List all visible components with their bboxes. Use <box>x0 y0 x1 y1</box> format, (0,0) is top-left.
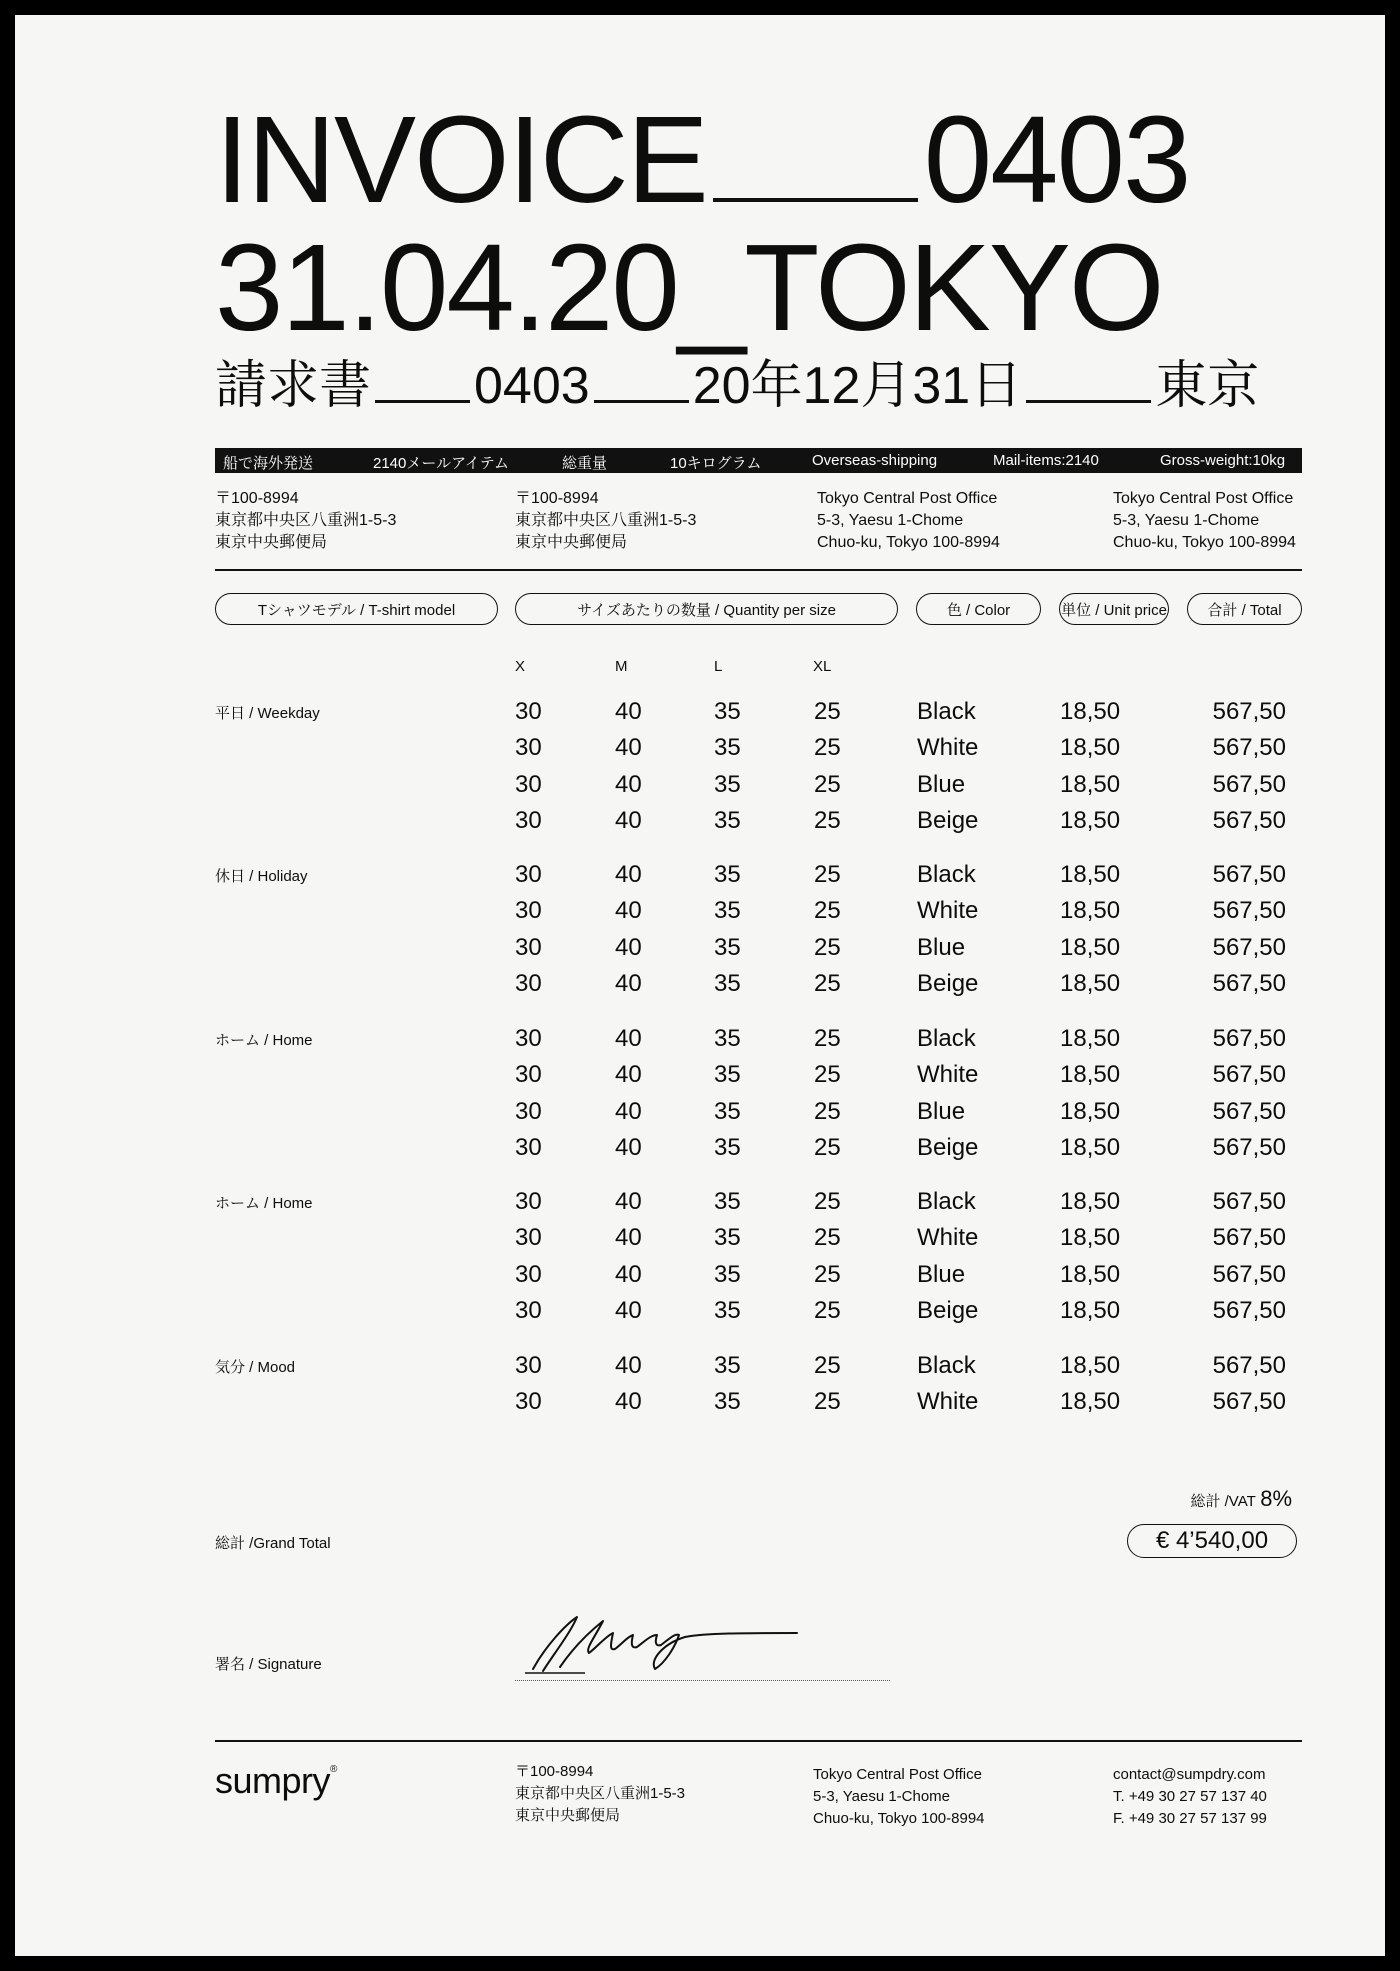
color-cell: White <box>917 897 979 925</box>
row-total-cell: 567,50 <box>1212 969 1286 997</box>
qty-xl: 25 <box>814 1061 841 1089</box>
column-header-total: 合計 / Total <box>1187 593 1302 625</box>
qty-xl: 25 <box>814 1296 841 1324</box>
row-total-cell: 567,50 <box>1212 770 1286 798</box>
invoice-title-line2: 31.04.20_TOKYO <box>215 220 1163 357</box>
jp-underscore <box>375 400 470 403</box>
footer-en-address <box>813 1764 985 1830</box>
unit-price-cell: 18,50 <box>1060 1097 1121 1125</box>
color-cell: Blue <box>917 770 966 798</box>
qty-m: 40 <box>615 861 642 888</box>
jp-underscore <box>594 400 689 403</box>
color-cell: Black <box>917 861 976 888</box>
address-line: 東京中央郵便局 <box>215 534 328 551</box>
jp-underscore <box>1026 400 1151 403</box>
group-label: ホーム / Home <box>215 1195 313 1212</box>
unit-price-cell: 18,50 <box>1060 933 1121 961</box>
qty-m: 40 <box>615 897 642 925</box>
color-cell: Blue <box>917 1260 966 1288</box>
registered-mark: ® <box>330 1764 337 1775</box>
row-total-cell: 567,50 <box>1212 1352 1286 1379</box>
qty-l: 35 <box>714 1352 741 1379</box>
qty-m: 40 <box>615 1388 642 1416</box>
qty-l: 35 <box>714 1296 741 1324</box>
bar-item: 10キログラム <box>670 455 762 472</box>
unit-price-cell: 18,50 <box>1060 1352 1121 1379</box>
color-cell: Beige <box>917 969 979 997</box>
unit-price-cell: 18,50 <box>1060 734 1121 762</box>
qty-m: 40 <box>615 1188 642 1215</box>
qty-xl: 25 <box>814 933 841 961</box>
size-header-m: M <box>615 658 628 675</box>
qty-l: 35 <box>714 969 741 997</box>
color-cell: Beige <box>917 806 979 834</box>
footer-jp-address <box>515 1761 685 1827</box>
invoice-number: 0403 <box>923 92 1190 229</box>
address-block <box>1113 488 1296 554</box>
unit-price-cell: 18,50 <box>1060 806 1121 834</box>
qty-xl: 25 <box>814 1388 841 1416</box>
address-line: 東京中央郵便局 <box>515 1807 621 1824</box>
bar-item: 総重量 <box>562 455 608 472</box>
group-label: 平日 / Weekday <box>215 705 320 722</box>
qty-l: 35 <box>714 1260 741 1288</box>
brand-logo <box>215 1760 337 1802</box>
address-block <box>817 488 1000 554</box>
qty-x: 30 <box>515 770 542 798</box>
qty-m: 40 <box>615 734 642 762</box>
qty-xl: 25 <box>814 734 841 762</box>
row-total-cell: 567,50 <box>1212 1133 1286 1161</box>
address-line: 5-3, Yaesu 1-Chome <box>1113 512 1260 529</box>
unit-price-cell: 18,50 <box>1060 1296 1121 1324</box>
invoice-label: INVOICE <box>215 92 707 229</box>
qty-l: 35 <box>714 806 741 834</box>
address-line: Chuo-ku, Tokyo 100-8994 <box>813 1810 985 1827</box>
address-line: 〒100-8994 <box>215 490 299 507</box>
qty-xl: 25 <box>814 1352 841 1379</box>
invoice-page <box>15 15 1385 1956</box>
address-line: Chuo-ku, Tokyo 100-8994 <box>1113 534 1296 551</box>
column-header-unit-price: 単位 / Unit price <box>1059 593 1169 625</box>
color-cell: Blue <box>917 933 966 961</box>
qty-x: 30 <box>515 933 542 961</box>
contact-fax: F. +49 30 27 57 137 99 <box>1113 1810 1267 1827</box>
qty-xl: 25 <box>814 1260 841 1288</box>
row-total-cell: 567,50 <box>1212 806 1286 834</box>
qty-x: 30 <box>515 806 542 834</box>
unit-price-cell: 18,50 <box>1060 698 1121 725</box>
qty-xl: 25 <box>814 698 841 725</box>
qty-m: 40 <box>615 1061 642 1089</box>
vat-line <box>1190 1486 1292 1512</box>
contact-phone: T. +49 30 27 57 137 40 <box>1113 1788 1267 1805</box>
column-header-quantity: サイズあたりの数量 / Quantity per size <box>515 593 898 625</box>
qty-xl: 25 <box>814 897 841 925</box>
qty-m: 40 <box>615 1097 642 1125</box>
bar-item: 2140メールアイテム <box>373 455 509 472</box>
address-line: 東京都中央区八重洲1-5-3 <box>215 512 397 529</box>
qty-xl: 25 <box>814 969 841 997</box>
qty-x: 30 <box>515 861 542 888</box>
qty-m: 40 <box>615 933 642 961</box>
qty-l: 35 <box>714 1224 741 1252</box>
invoice-title-line1 <box>215 92 1190 229</box>
row-total-cell: 567,50 <box>1212 1296 1286 1324</box>
color-cell: Beige <box>917 1133 979 1161</box>
qty-x: 30 <box>515 734 542 762</box>
signature-line <box>515 1680 890 1681</box>
address-line: 〒100-8994 <box>515 1763 594 1780</box>
address-line: 東京中央郵便局 <box>515 534 628 551</box>
qty-xl: 25 <box>814 861 841 888</box>
vat-label: 総計 /VAT <box>1190 1493 1256 1510</box>
row-total-cell: 567,50 <box>1212 1188 1286 1215</box>
row-total-cell: 567,50 <box>1212 1097 1286 1125</box>
row-total-cell: 567,50 <box>1212 698 1286 725</box>
qty-m: 40 <box>615 1025 642 1052</box>
qty-x: 30 <box>515 1188 542 1215</box>
group-label: 気分 / Mood <box>215 1359 296 1376</box>
qty-l: 35 <box>714 1188 741 1215</box>
color-cell: Black <box>917 698 976 725</box>
row-total-cell: 567,50 <box>1212 861 1286 888</box>
color-cell: White <box>917 1061 979 1089</box>
bar-item: 船で海外発送 <box>223 455 314 472</box>
signature-scribble <box>515 1607 815 1682</box>
qty-l: 35 <box>714 1097 741 1125</box>
qty-m: 40 <box>615 770 642 798</box>
address-line: 東京都中央区八重洲1-5-3 <box>515 1785 686 1802</box>
qty-x: 30 <box>515 698 542 725</box>
unit-price-cell: 18,50 <box>1060 897 1121 925</box>
color-cell: White <box>917 734 979 762</box>
contact-email[interactable]: contact@sumpdry.com <box>1113 1766 1266 1783</box>
unit-price-cell: 18,50 <box>1060 1224 1121 1252</box>
color-cell: Blue <box>917 1097 966 1125</box>
footer-contact <box>1113 1764 1267 1830</box>
vat-value: 8% <box>1260 1486 1292 1511</box>
qty-m: 40 <box>615 1296 642 1324</box>
qty-l: 35 <box>714 734 741 762</box>
qty-l: 35 <box>714 770 741 798</box>
jp-invoice-label: 請求書 <box>215 357 372 415</box>
unit-price-cell: 18,50 <box>1060 969 1121 997</box>
brand-name: sumpry <box>215 1760 331 1801</box>
color-cell: Black <box>917 1352 976 1379</box>
qty-x: 30 <box>515 1296 542 1324</box>
bar-item: Gross-weight:10kg <box>1160 452 1286 469</box>
row-total-cell: 567,50 <box>1212 1260 1286 1288</box>
qty-l: 35 <box>714 1133 741 1161</box>
row-total-cell: 567,50 <box>1212 1224 1286 1252</box>
column-header-model: Tシャツモデル / T-shirt model <box>215 593 498 625</box>
unit-price-cell: 18,50 <box>1060 1133 1121 1161</box>
title-underscore <box>713 198 918 202</box>
qty-xl: 25 <box>814 1224 841 1252</box>
color-cell: White <box>917 1388 979 1416</box>
qty-l: 35 <box>714 1061 741 1089</box>
footer-divider <box>215 1740 1302 1742</box>
qty-x: 30 <box>515 1097 542 1125</box>
qty-l: 35 <box>714 897 741 925</box>
grand-total-label: 総計 /Grand Total <box>215 1535 331 1552</box>
row-total-cell: 567,50 <box>1212 1388 1286 1416</box>
qty-xl: 25 <box>814 1133 841 1161</box>
bar-item: Mail-items:2140 <box>993 452 1099 469</box>
unit-price-cell: 18,50 <box>1060 861 1121 888</box>
group-label: 休日 / Holiday <box>215 868 308 885</box>
qty-l: 35 <box>714 933 741 961</box>
column-header-color: 色 / Color <box>916 593 1041 625</box>
qty-l: 35 <box>714 1388 741 1416</box>
jp-date: 20年12月31日 <box>692 357 1023 415</box>
qty-x: 30 <box>515 1025 542 1052</box>
qty-x: 30 <box>515 1061 542 1089</box>
address-line: 〒100-8994 <box>515 490 599 507</box>
address-line: 5-3, Yaesu 1-Chome <box>817 512 964 529</box>
address-line: Tokyo Central Post Office <box>817 490 998 507</box>
jp-title-line <box>215 357 1260 415</box>
qty-m: 40 <box>615 1352 642 1379</box>
qty-x: 30 <box>515 1388 542 1416</box>
qty-m: 40 <box>615 698 642 725</box>
qty-x: 30 <box>515 1260 542 1288</box>
qty-x: 30 <box>515 1352 542 1379</box>
grand-total-value: € 4’540,00 <box>1127 1524 1297 1558</box>
address-line: Tokyo Central Post Office <box>1113 490 1294 507</box>
qty-xl: 25 <box>814 1025 841 1052</box>
qty-l: 35 <box>714 861 741 888</box>
color-cell: Black <box>917 1188 976 1215</box>
group-label: ホーム / Home <box>215 1032 313 1049</box>
unit-price-cell: 18,50 <box>1060 770 1121 798</box>
qty-x: 30 <box>515 897 542 925</box>
qty-m: 40 <box>615 1224 642 1252</box>
divider <box>215 569 1302 571</box>
shipping-info-bar <box>215 448 1302 473</box>
color-cell: Beige <box>917 1296 979 1324</box>
signature-label: 署名 / Signature <box>215 1656 322 1673</box>
qty-xl: 25 <box>814 806 841 834</box>
unit-price-cell: 18,50 <box>1060 1260 1121 1288</box>
qty-xl: 25 <box>814 1097 841 1125</box>
qty-m: 40 <box>615 969 642 997</box>
row-total-cell: 567,50 <box>1212 1025 1286 1052</box>
address-line: Chuo-ku, Tokyo 100-8994 <box>817 534 1000 551</box>
address-line: Tokyo Central Post Office <box>813 1766 982 1783</box>
address-block <box>515 488 696 554</box>
row-total-cell: 567,50 <box>1212 933 1286 961</box>
qty-xl: 25 <box>814 770 841 798</box>
color-cell: White <box>917 1224 979 1252</box>
size-header-xl: XL <box>813 658 832 675</box>
row-total-cell: 567,50 <box>1212 734 1286 762</box>
unit-price-cell: 18,50 <box>1060 1388 1121 1416</box>
address-block <box>215 488 396 554</box>
unit-price-cell: 18,50 <box>1060 1188 1121 1215</box>
row-total-cell: 567,50 <box>1212 1061 1286 1089</box>
qty-m: 40 <box>615 1260 642 1288</box>
color-cell: Black <box>917 1025 976 1052</box>
qty-x: 30 <box>515 1224 542 1252</box>
unit-price-cell: 18,50 <box>1060 1025 1121 1052</box>
qty-m: 40 <box>615 806 642 834</box>
size-header-l: L <box>714 658 723 675</box>
jp-invoice-number: 0403 <box>474 357 590 415</box>
qty-x: 30 <box>515 1133 542 1161</box>
jp-city: 東京 <box>1155 357 1260 415</box>
qty-l: 35 <box>714 698 741 725</box>
qty-l: 35 <box>714 1025 741 1052</box>
unit-price-cell: 18,50 <box>1060 1061 1121 1089</box>
bar-item: Overseas-shipping <box>812 452 938 469</box>
qty-xl: 25 <box>814 1188 841 1215</box>
row-total-cell: 567,50 <box>1212 897 1286 925</box>
address-line: 東京都中央区八重洲1-5-3 <box>515 512 697 529</box>
qty-x: 30 <box>515 969 542 997</box>
qty-m: 40 <box>615 1133 642 1161</box>
address-line: 5-3, Yaesu 1-Chome <box>813 1788 951 1805</box>
size-header-x: X <box>515 658 526 675</box>
